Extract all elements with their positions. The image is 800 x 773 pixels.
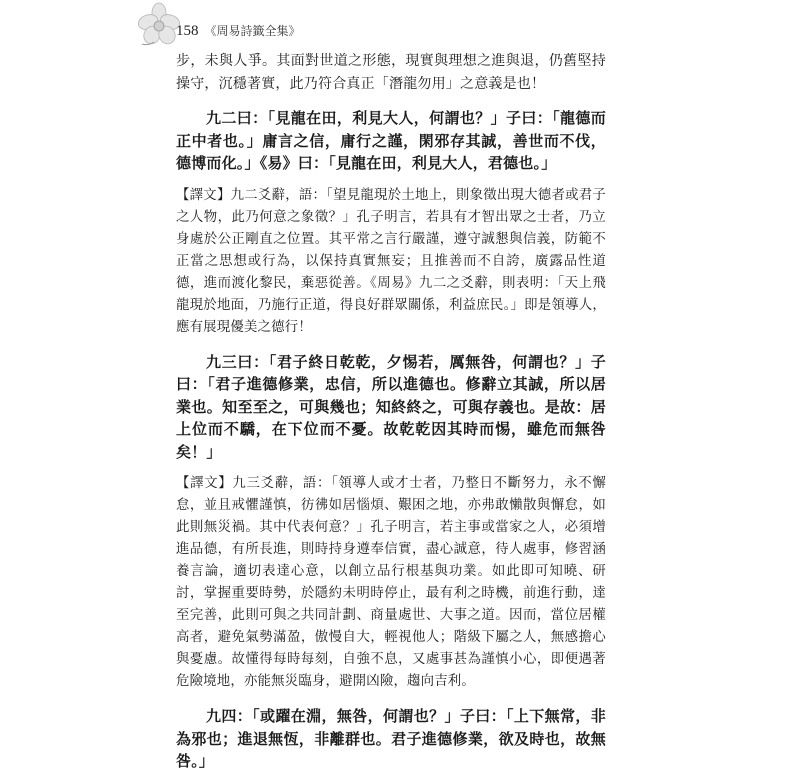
classic-text-nine-three: 九三曰：「君子終日乾乾，夕惕若，厲無咎，何謂也？」子曰：「君子進德修業，忠信，所以進德也。修辭立其誠，所以居業也。知至至之，可與幾也；知終終之，可與存義也。是故：居上位而不驕，在下位而不憂。故乾乾因其時而惕，雖危而無咎矣！」 <box>176 352 606 461</box>
page-body <box>176 50 606 773</box>
page-number: 158 <box>176 23 199 39</box>
classic-text-nine-four: 九四：「或躍在淵，無咎，何謂也？」子曰：「上下無常，非為邪也；進退無恆，非離群也。君子進德修業，欲及時也，故無咎。」 <box>176 707 606 770</box>
classic-text-nine-two: 九二曰：「見龍在田，利見大人，何謂也？」子曰：「龍德而正中者也。」庸言之信，庸行之謹，閑邪存其誠，善世而不伐，德博而化。」《易》曰：「見龍在田，利見大人，君德也。」 <box>176 109 606 172</box>
translation-nine-three: 【譯文】九三爻辭，語：「領導人或才士者，乃整日不斷努力，永不懈怠，並且戒懼謹慎，彷彿如居惱煩、艱困之地，亦弗敢懶散與懈怠，如此則無災禍。其中代表何意？」孔子明言，若主事或當家之人，必須增進品德，有所長進，則時持身遵奉信實，盡心誠意，待人處事，修習涵養言論，適切表達心意，以創立品行根基與功業。如此即可知曉、研討，掌握重要時勢，於隱約未明時停止，最有利之時機，前進行動，達至完善，此則可與之共同計劃、商量處世、大事之道。因而，當位居權高者，避免氣勢滿盈，傲慢自大，輕視他人；階級下屬之人，無感擔心與憂慮。故懂得每時每刻，自強不息，又處事甚為謹慎小心，即便遇著危險境地，亦能無災臨身，避開凶險，趨向吉利。 <box>176 476 606 689</box>
page-header <box>176 22 301 42</box>
book-title: 《周易詩籤全集》 <box>204 24 301 38</box>
translation-nine-two: 【譯文】九二爻辭，語：「望見龍現於土地上，則象徵出現大德者或君子之人物，此乃何意之象徵？」孔子明言，若具有才智出眾之士者，乃立身處於公正剛直之位置。其平常之言行嚴謹，遵守誠懇與信義，防範不正當之思想或行為，以保持真實無妄；且推善而不自誇，廣露品性道德，進而渡化黎民，棄惡從善。《周易》九二之爻辭，則表明：「天上飛龍現於地面，乃施行正道，得良好群眾關係，利益庶民。」即是領導人，應有展現優美之德行！ <box>176 187 606 335</box>
paragraph-intro: 步，未與人爭。其面對世道之形態，現實與理想之進與退，仍舊堅持操守，沉穩著實，此乃符合真正「潛龍勿用」之意義是也！ <box>176 53 606 92</box>
